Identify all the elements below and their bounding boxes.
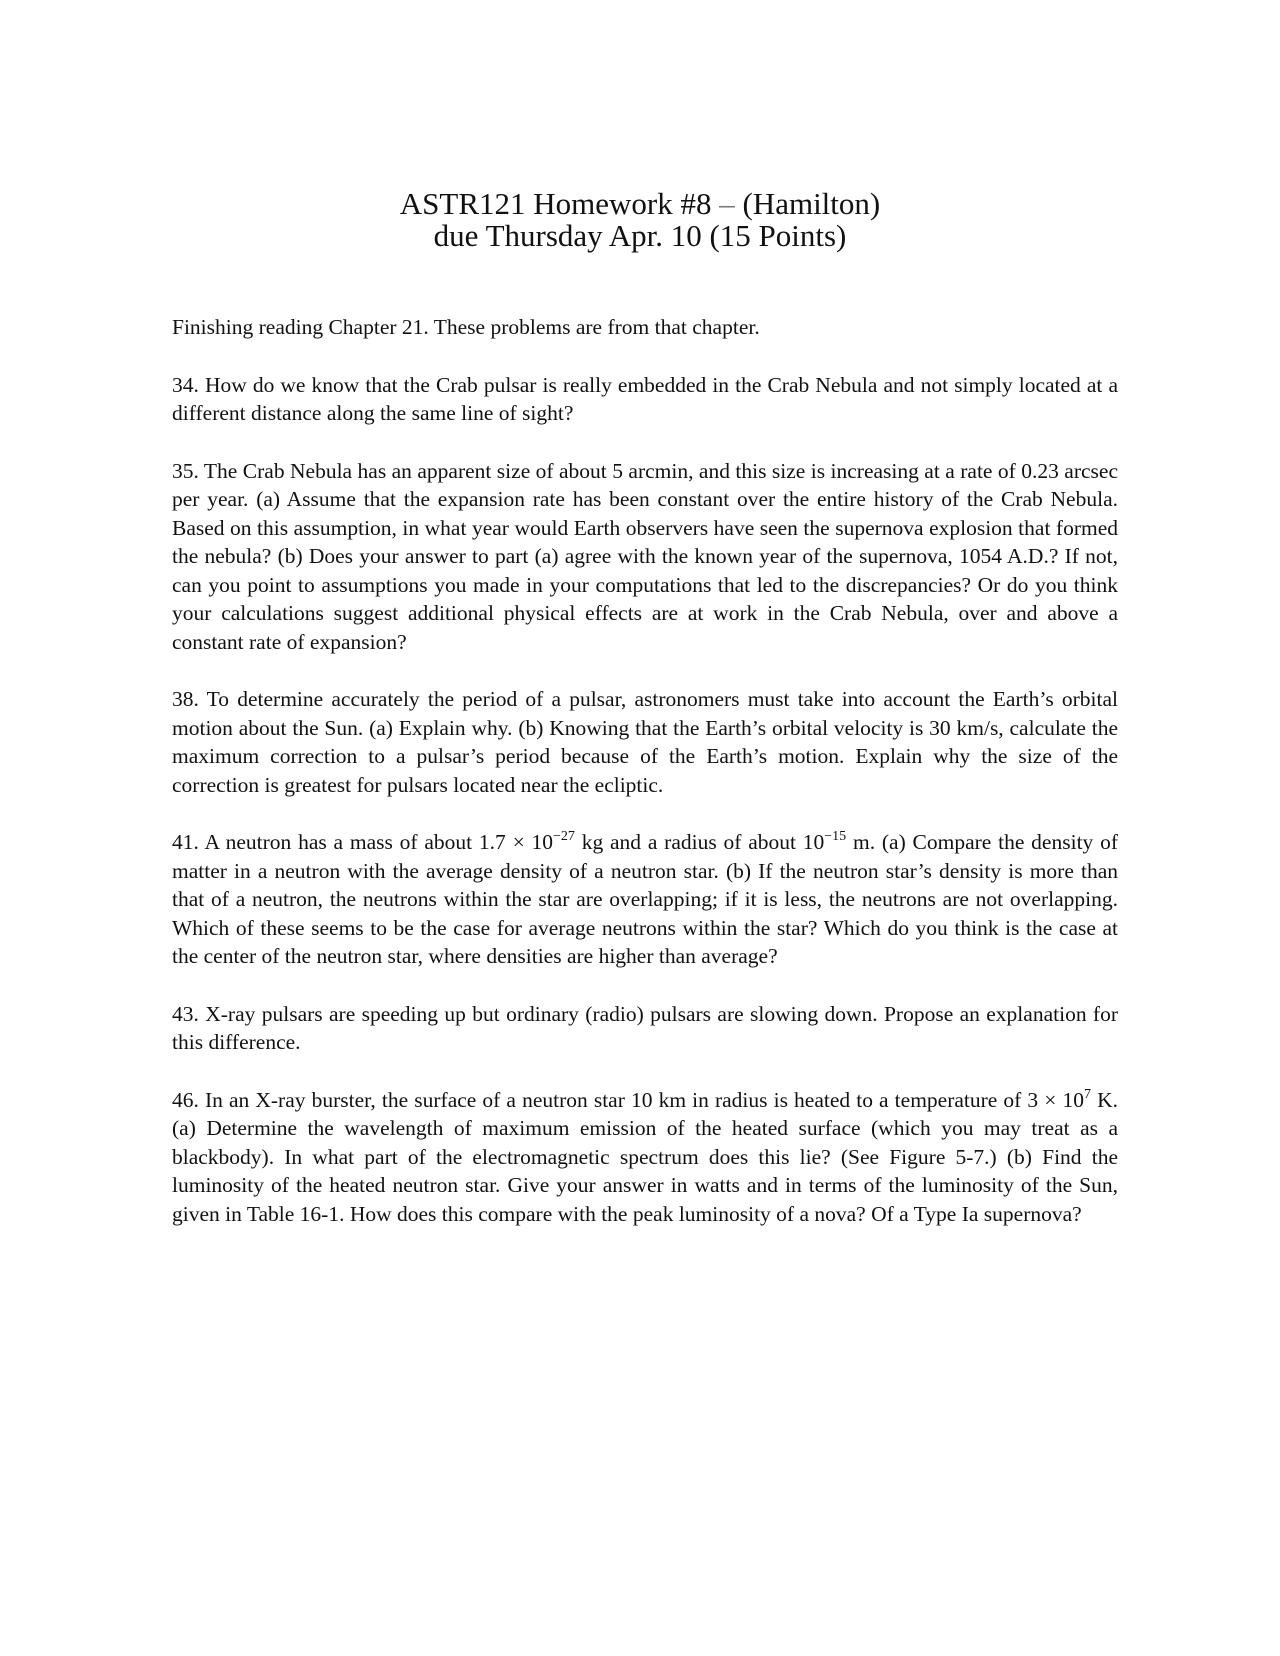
problem-46-text-1: 46. In an X-ray burster, the surface of a neutron star 10 km in radius is heated to a temperature of 3 × 10 [172,1087,1084,1112]
problem-35: 35. The Crab Nebula has an apparent size of about 5 arcmin, and this size is increasing at a rate of 0.23 arcsec per year. (a) Assume that the expansion rate has been constant over the entire history of the Crab Nebula. Based on this assumption, in what year would Earth observers have seen the supernova explosion that formed the nebula? (b) Does your answer to part (a) agree with the known year of the supernova, 1054 A.D.? If not, can you point to assumptions you made in your computations that led to the discrepancies? Or do you think your calculations suggest additional physical effects are at work in the Crab Nebula, over and above a constant rate of expansion? [172,458,1118,654]
page-subtitle: due Thursday Apr. 10 (15 Points) [433,218,847,253]
problem-46-text-2: K. (a) Determine the wavelength of maximum emission of the heated surface (which you may treat as a blackbody). In what part of the electromagnetic spectrum does this lie? (See Figure 5-7.) (b) Find the luminosity of the heated neutron star. Give your answer in watts and in terms of the luminosity of the Sun, given in Table 16-1. How does this compare with the peak luminosity of a nova? Of a Type Ia supernova? [172,1087,1118,1226]
problem-38: 38. To determine accurately the period of a pulsar, astronomers must take into account the Earth’s orbital motion about the Sun. (a) Explain why. (b) Knowing that the Earth’s orbital velocity is 30 km/s, calculate the maximum correction to a pulsar’s period because of the Earth’s motion. Explain why the size of the correction is greatest for pulsars located near the ecliptic. [172,687,1118,797]
problem-41-text-3: m. (a) Compare the density of matter in a neutron with the average density of a neutron star. (b) If the neutron star’s density is more than that of a neutron, the neutrons within the star are overlapping; if it is less, the neutrons are not overlapping. Which of these seems to be the case for average neutrons within the star? Which do you think is the case at the center of the neutron star, where densities are higher than average? [172,830,1118,968]
problem-43: 43. X-ray pulsars are speeding up but ordinary (radio) pulsars are slowing down. Propose an explanation for this difference. [172,1001,1118,1054]
problem-46 [172,1086,1118,1229]
problem-34: 34. How do we know that the Crab pulsar is really embedded in the Crab Nebula and not simply located at a different distance along the same line of sight? [172,372,1118,425]
problem-41-text-1: 41. A neutron has a mass of about 1.7 × 10 [172,830,554,854]
title-author: (Hamilton) [742,186,881,221]
problem-41 [172,828,1118,971]
intro-paragraph: Finishing reading Chapter 21. These problems are from that chapter. [172,315,760,339]
problem-41-text-2: kg and a radius of about 10 [574,830,825,854]
page-title [0,188,1280,220]
problem-41-exponent-1: −27 [553,829,575,844]
problem-46-exponent: 7 [1084,1086,1091,1102]
homework-body [172,313,1118,1257]
title-block [0,188,1280,252]
title-main: ASTR121 Homework #8 [399,186,712,221]
title-dash: – [719,186,735,221]
problem-41-exponent-2: −15 [824,829,847,844]
